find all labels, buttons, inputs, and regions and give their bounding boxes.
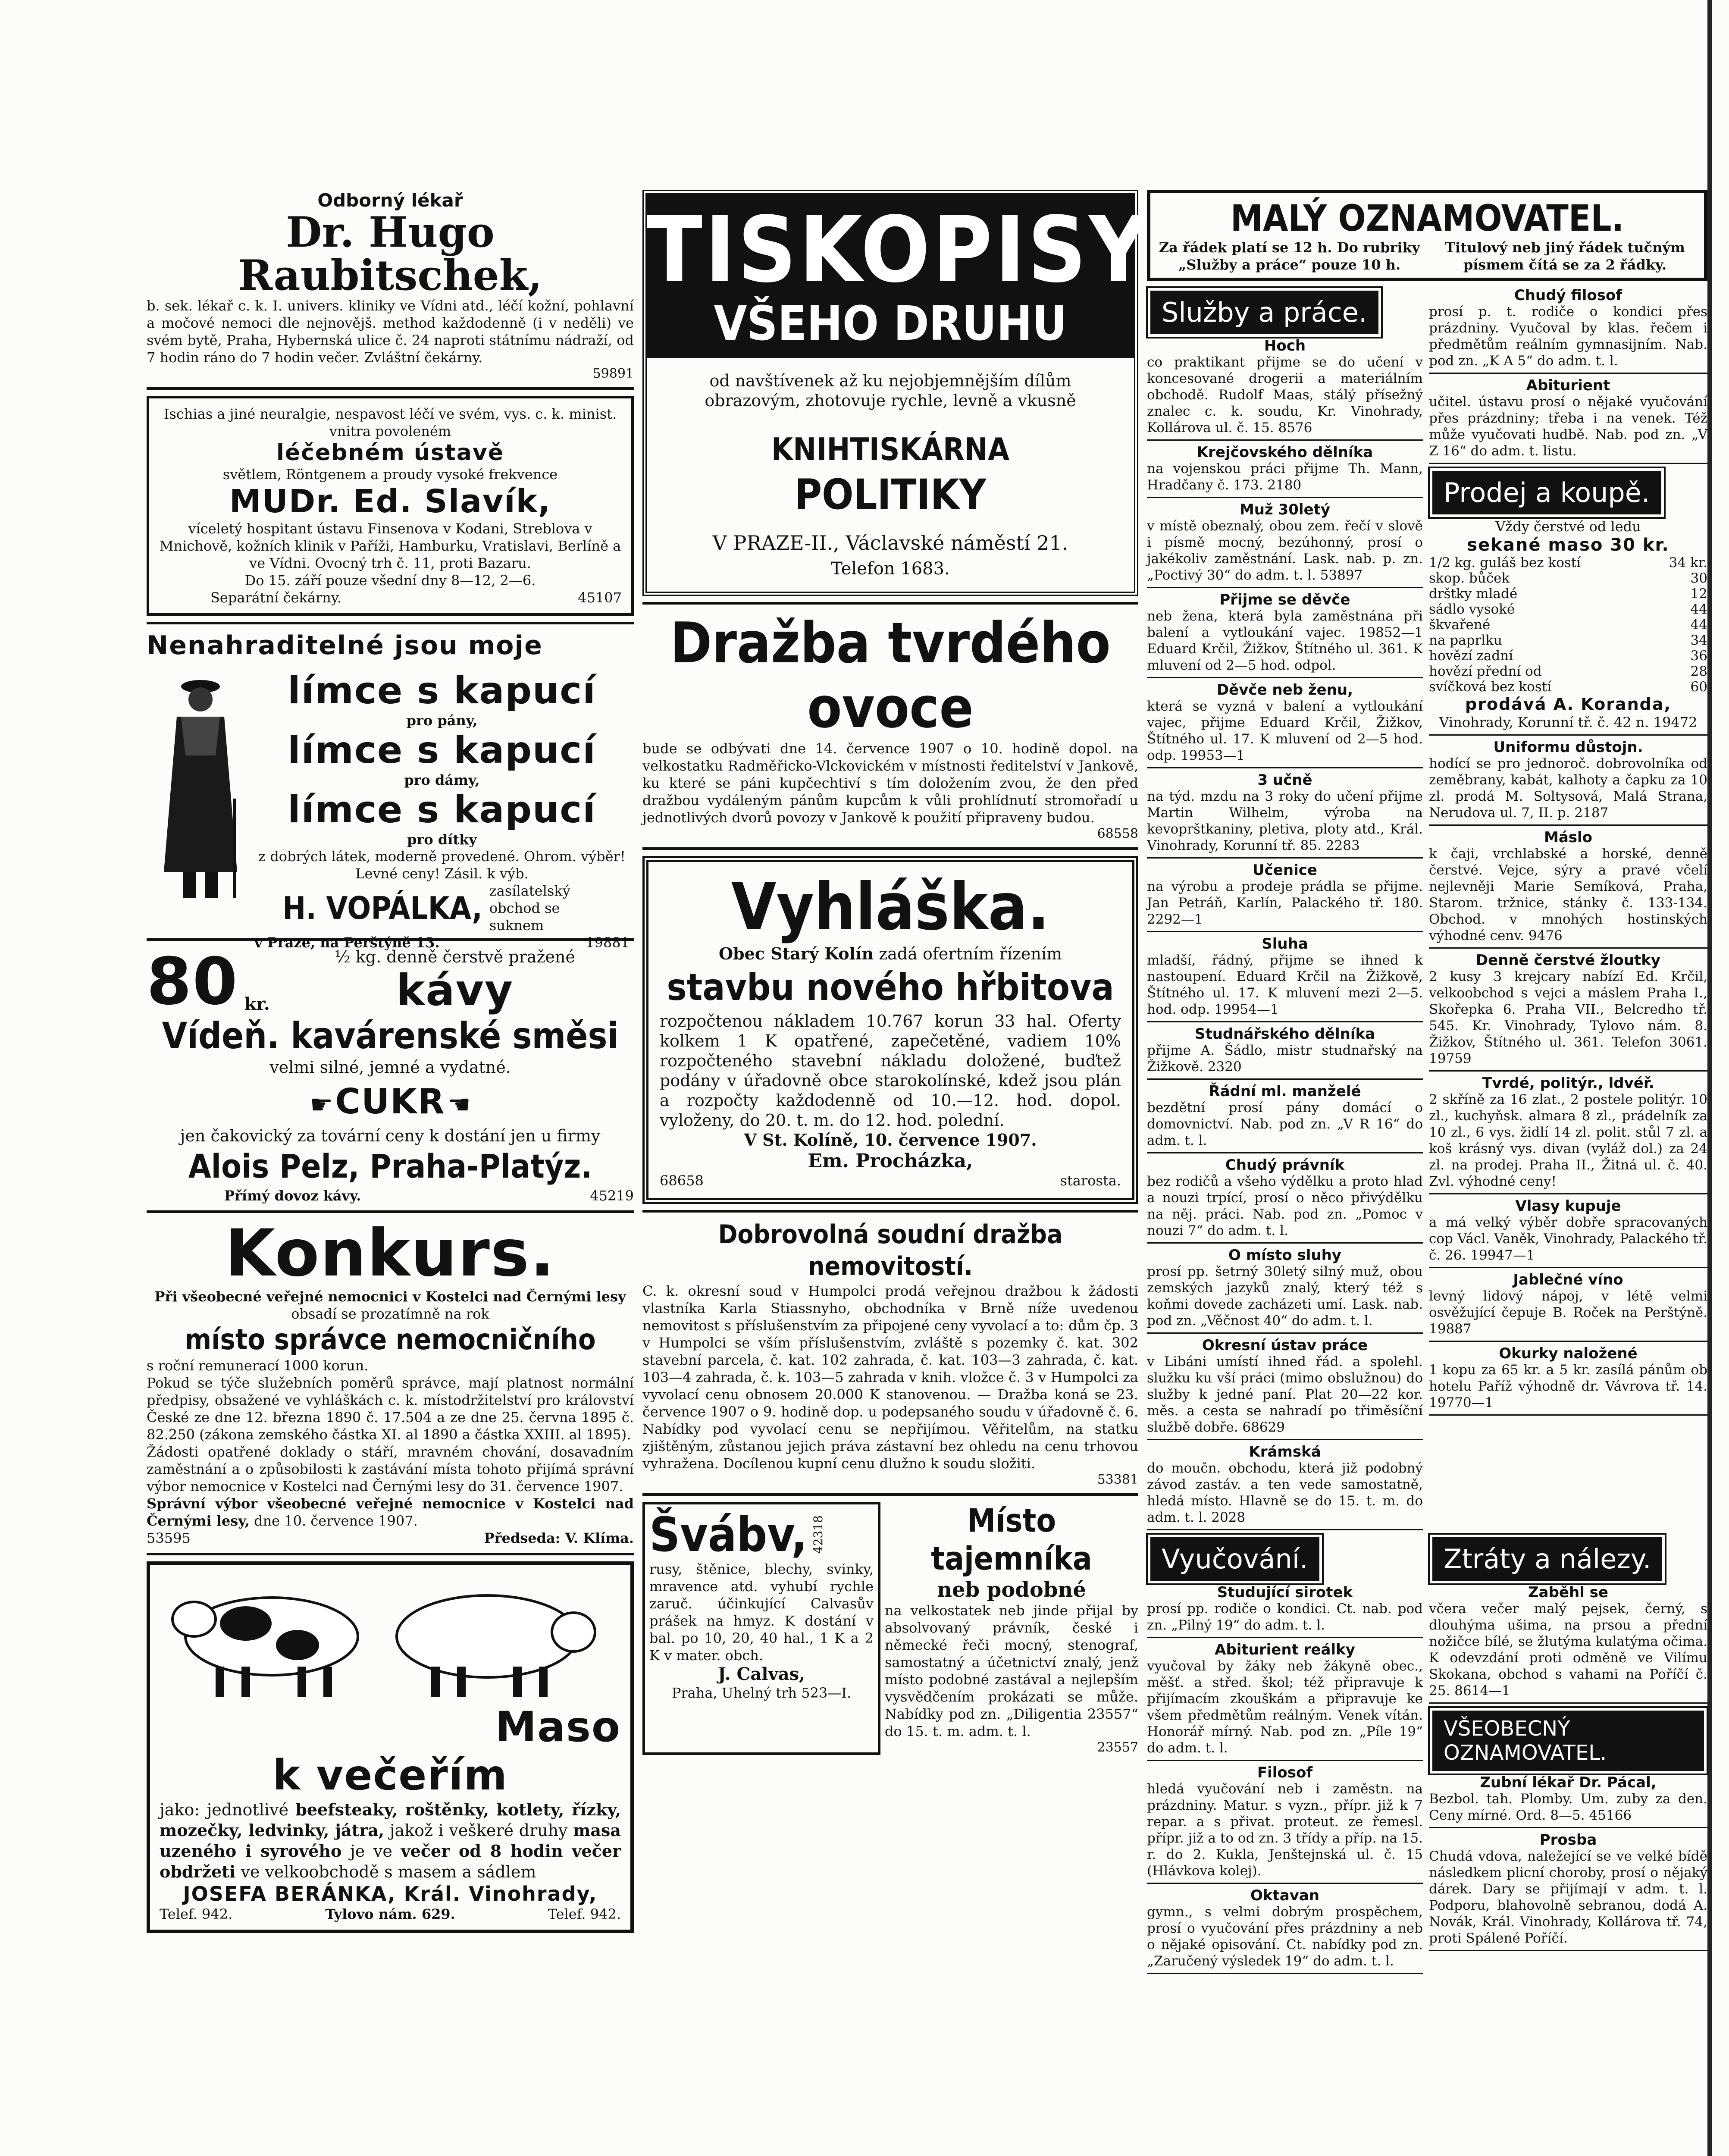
classified-ad-text: která se vyzná v balení a vytloukání vajec, přijme Eduard Krčil, Žižkov, Štítného ul. 17. K mluvení od 2—5 hod. odp. 19953—1 — [1147, 699, 1423, 763]
classified-ad-text: bez rodičů a všeho výdělku a proto hlad a nouzi trpící, prosí o něco přivýdělku na něj. práci. Nab. pod zn. „Pomoc v nouzi 7“ do adm. t. l. — [1147, 1174, 1423, 1238]
divider — [1147, 1760, 1423, 1761]
vyhl-l1b: Obec Starý Kolín — [718, 944, 874, 963]
svaby-ad — [642, 1502, 880, 1755]
drazba-ad — [642, 611, 1138, 841]
divider — [147, 1210, 634, 1213]
divider — [1147, 1439, 1423, 1440]
pelz-direct: Přímý dovoz kávy. — [224, 1188, 361, 1204]
divider — [1147, 1021, 1423, 1022]
divider — [1429, 373, 1707, 374]
classified-ad-text: přijme A. Šádlo, mistr studnařský na Žižkově. 2320 — [1147, 1043, 1423, 1075]
raub-tag: Odborný lékař — [317, 190, 463, 211]
svaby-body: rusy, štěnice, blechy, svinky, mravence atd. vyhubí rychle zaruč. účinkující Calvasův prášek na hmyz. K dostání v bal. po 10, 20, 40 hal., 1 K a 2 K v mater. obch. — [649, 1561, 874, 1664]
vopalka-note: zasílatelský obchod se suknem — [489, 883, 570, 934]
classified-ad — [1147, 1337, 1423, 1435]
vopalka-line1: límce s kapucí — [288, 669, 596, 712]
divider — [1429, 1414, 1707, 1416]
raubitschek-ad — [147, 190, 634, 381]
classified-ad-text: Chudá vdova, naležející se ve velké bídě následkem plicní choroby, prosí o nějaký dárek. Dary se přijímají v adm. t. l. Podporu, blahovolně sebranou, dodá A. Novák, Král. Vinohrady, Kollárova tř. 74, proti Spálené Poříčí. — [1429, 1849, 1707, 1946]
pelz-code: 45219 — [590, 1188, 634, 1204]
vopalka-line3: límce s kapucí — [288, 788, 596, 831]
classified-ad-heading: O místo sluhy — [1228, 1247, 1341, 1264]
price-value: 60 — [1690, 679, 1707, 695]
price-row — [1429, 602, 1707, 617]
classified-ad — [1147, 1247, 1423, 1329]
vyhl-place: V St. Kolíně, 10. července 1907. — [744, 1130, 1037, 1150]
ztraty-header: Ztráty a nálezy. — [1432, 1537, 1662, 1581]
cow-and-pig-illustration — [160, 1572, 617, 1701]
pelz-kr: kr. — [244, 994, 270, 1014]
maso-h2: sekané maso 30 kr. — [1467, 535, 1669, 555]
slavik-sep: Separátní čekárny. — [210, 589, 341, 606]
classified-ad-heading: Krámská — [1249, 1443, 1321, 1460]
classified-ad — [1429, 1345, 1707, 1411]
pelz-ad — [147, 944, 634, 1204]
tajemnik-title: Místo tajemníka — [931, 1502, 1092, 1577]
classified-ad-heading: Chudý filosof — [1514, 287, 1623, 304]
pelz-cukr-text: jen čakovický za tovární ceny k dostání jen u firmy — [180, 1126, 601, 1145]
classified-ad — [1429, 739, 1707, 821]
divider — [642, 602, 1138, 605]
classified-ad-text: v místě obeznalý, obou zem. řečí v slově i písmě mocný, bezúhonný, prosí o jakékoliv zaměstnání. Lask. nab. p. zn. „Poctivý 30“ do adm. t. l. 53897 — [1147, 518, 1423, 583]
price-item: 1/2 kg. guláš bez kostí — [1429, 555, 1581, 570]
tajemnik-ad — [885, 1502, 1138, 1755]
classified-ad-text: prosí pp. rodiče o kondici. Ct. nab. pod zn. „Pilný 19“ do adm. t. l. — [1147, 1601, 1423, 1633]
classified-ad-heading: Tvrdé, politýr., ldvéř. — [1482, 1075, 1654, 1092]
pointing-hand-icon-left: ☛ — [310, 1090, 333, 1120]
maso-b1: beefsteaky, roštěnky, kotlety, řízky, mozečky, ledvinky, játra, — [160, 1800, 621, 1840]
divider — [1429, 1267, 1707, 1268]
column-2 — [642, 190, 1151, 1755]
classified-ad-heading: Okurky naložené — [1499, 1345, 1638, 1362]
raub-code: 59891 — [592, 366, 634, 381]
price-item: hovězí přední od — [1429, 664, 1542, 679]
vyhl-code: 68658 — [660, 1172, 704, 1189]
col3-lower-right — [1429, 1534, 1707, 1977]
maso-rows — [1429, 555, 1707, 695]
divider — [1147, 1973, 1423, 1974]
divider — [1429, 1070, 1707, 1072]
classified-ad-heading: Sluha — [1262, 935, 1308, 953]
konkurs-sign: Správní výbor všeobecné veřejné nemocnice v Kostelci nad Černými lesy, — [147, 1495, 634, 1529]
konkurs-post: místo správce nemocničního — [185, 1323, 596, 1356]
divider — [1429, 463, 1707, 464]
classified-ad — [1147, 501, 1423, 583]
price-item: sádlo vysoké — [1429, 602, 1515, 617]
divider — [1147, 497, 1423, 498]
divider — [147, 1553, 634, 1555]
prodej-ads — [1429, 739, 1707, 1416]
classified-ad-text: 1 kopu za 65 kr. a 5 kr. zasílá pánům ob hotelu Paříž výhodně dr. Vávrova tř. 14. 19770—1 — [1429, 1362, 1707, 1410]
konkurs-chair: Předseda: V. Klíma. — [484, 1530, 634, 1546]
col3-lower-left — [1147, 1534, 1423, 1977]
classified-ad — [1429, 1832, 1707, 1946]
vopalka-code: 19881 — [586, 934, 630, 951]
maso-b3: večer od 8 hodin večer obdržeti — [160, 1841, 621, 1881]
slavik-name: MUDr. Ed. Slavík, — [229, 483, 551, 520]
maso-addr: Tylovo nám. 629. — [325, 1906, 455, 1922]
price-row — [1429, 633, 1707, 648]
maly-oznamovatel-header — [1147, 190, 1707, 281]
price-row — [1429, 679, 1707, 695]
classified-ad-heading: Řádní ml. manželé — [1209, 1083, 1361, 1100]
classified-ad-text: co praktikant přijme se do učení v koncesované drogerii a materiálním obchodě. Rudolf Maas, stálý přísežný znalec c. k. soudu, Kr. Vinohrady, Kollárova ul. č. 15. 8576 — [1147, 354, 1423, 436]
classified-ad — [1147, 444, 1423, 493]
drazba-title: Dražba tvrdého ovoce — [670, 610, 1111, 740]
classified-ad — [1429, 952, 1707, 1067]
tajemnik-sub: neb podobné — [937, 1578, 1086, 1602]
konkurs-body2: Pokud se týče služebních poměrů správce, mají platnost normální předpisy, obsažené ve vyhláškách c. k. místodržitelství pro království České ze dne 12. března 1890 č. 17.504 a ze dne 25. června 1895 č. 82.250 (zákona zemského částka XI. al 1890 a částka XXIII. al 1895). — [147, 1375, 634, 1443]
tiskopisy-ad — [642, 190, 1151, 596]
pointing-hand-icon-right: ☚ — [447, 1090, 471, 1120]
slavik-ustav: léčebném ústavě — [276, 440, 504, 466]
classified-ad-heading: Denně čerstvé žloutky — [1475, 952, 1661, 969]
divider — [147, 622, 634, 624]
price-item: hovězí zadní — [1429, 648, 1513, 664]
maso-pricelist — [1429, 518, 1707, 731]
classified-ad — [1147, 592, 1423, 674]
classified-ad — [1147, 338, 1423, 436]
classified-ad-text: 2 skříně za 16 zlat., 2 postele politýr. 10 zl., kuchyňsk. almara 8 zl., prádelník za 10 zl., 6 vys. židlí 14 zl. polit. stůl 7 zl. a koš krásný vys. divan (vyláž dol.) za 24 zl. na prodej. Praha II., Žitná ul. č. 40. Zvl. výhodné ceny! — [1429, 1092, 1707, 1189]
divider — [1429, 1827, 1707, 1828]
maso-body2: jakož i veškeré druhy — [389, 1821, 568, 1840]
classified-ad-heading: Abiturient — [1526, 377, 1610, 394]
svaby-code: 42318 — [811, 1515, 825, 1554]
classified-ad-heading: Studující sirotek — [1217, 1584, 1353, 1601]
classified-ad-text: na týd. mzdu na 3 roky do učení přijme Martin Wilhelm, výroba na kevoprštkaniny, pletiva, ploty atd., Král. Vinohrady, Korunní tř. 85. 2283 — [1147, 789, 1423, 853]
konkurs-title: Konkurs. — [225, 1216, 556, 1291]
vopalka-name: H. VOPÁLKA, — [282, 890, 482, 926]
divider — [1429, 734, 1707, 736]
divider — [1147, 1332, 1423, 1334]
divider — [642, 847, 1138, 850]
svaby-addr: Praha, Uhelný trh 523—I. — [671, 1685, 852, 1701]
classified-ad-text: neb žena, která byla zaměstnána při balení a vytloukání vajec. 19852—1 Eduard Krčil, Žižkov, Štítného ul. 361. K mluvení od 2—5 hod. odpol. — [1147, 608, 1423, 673]
slavik-hours: Do 15. září pouze všední dny 8—12, 2—6. — [244, 572, 536, 589]
price-value: 34 — [1690, 633, 1707, 648]
dobrovolna-drazba-ad — [642, 1219, 1138, 1487]
konkurs-code: 53595 — [147, 1530, 191, 1546]
classified-ad — [1429, 829, 1707, 944]
man-in-coat-illustration — [151, 669, 250, 911]
classified-ad-text: Bezbol. tah. Plomby. Um. zuby za den. Ceny mírné. Ord. 8—5. 45166 — [1429, 1791, 1707, 1823]
classified-ad-heading: Děvče neb ženu, — [1216, 681, 1353, 699]
divider — [1147, 1242, 1423, 1244]
pelz-quality: velmi silné, jemné a vydatné. — [269, 1058, 511, 1077]
svaby-firm: J. Calvas, — [717, 1664, 805, 1684]
divider — [1147, 677, 1423, 678]
drazba-body: bude se odbývati dne 14. července 1907 o 10. hodině dopol. na velkostatku Radměřicko-Vlckovickém v místnosti ředitelství v Jankově, ku které se páni kupčechtiví s tím doložením zvou, že den před dražbou vydáleným pánům kupcům k vůli prohlídnutí stromořadí u jednotlivých dvorů povozy v Jankově k použití připraveny budou. — [642, 740, 1138, 826]
classified-ad-heading: Okresní ústav práce — [1202, 1337, 1368, 1354]
classified-ad — [1429, 377, 1707, 459]
classified-ad-heading: Máslo — [1544, 829, 1593, 846]
maso-b2: masa uzeného i syrového — [160, 1821, 621, 1861]
divider — [1147, 767, 1423, 768]
svaby-tajemnik-row — [642, 1502, 1138, 1755]
price-item: na paprlku — [1429, 633, 1502, 648]
maso-sub: k večeřím — [273, 1751, 508, 1799]
vopalka-body: z dobrých látek, moderně provedené. Ohrom. výběr! Levné ceny! Zásil. k výb. — [258, 848, 626, 882]
maly-title: MALÝ OZNAMOVATEL. — [1230, 197, 1624, 239]
classified-ad — [1429, 1584, 1707, 1699]
price-item: skop. bůček — [1429, 570, 1510, 586]
classified-ad-heading: Muž 30letý — [1239, 501, 1331, 518]
tisk-body: od navštívenek až ku nejobjemnějším dílům obrazovým, zhotovuje rychle, levně a vkusně — [705, 371, 1076, 410]
classified-ad — [1429, 1272, 1707, 1337]
classified-ad-text: do moučn. obchodu, která již podobný závod zastáv. a ten vede samostatně, hledá místo. Hlavně se do 15. t. m. do adm. t. l. 2028 — [1147, 1460, 1423, 1525]
vyhl-role: starosta. — [1060, 1172, 1121, 1189]
classified-ad-text: gymn., s velmi dobrým prospěchem, prosí o vyučování přes prázdniny a neb o nějaké opisování. Ct. nabídky pod zn. „Zaručený výsledek 19“ do adm. t. l. — [1147, 1904, 1423, 1969]
classified-ad — [1147, 936, 1423, 1018]
classified-ad — [1147, 1584, 1423, 1633]
classified-ad-heading: Studnářského dělníka — [1194, 1025, 1375, 1043]
vyhl-body: rozpočtenou nákladem 10.767 korun 33 hal. Oferty kolkem 1 K opatřené, zapečetěné, vadiem 10% rozpočteného stavební nákladu doložené, buďtež podány v úřadovně obce starokolínské, kdež jsou plán a rozpočty každodenně od 10.—12. hod. dopol. vyloženy, do 20. t. m. do 12. hod. polední. — [660, 1012, 1121, 1130]
vopalka-line2: límce s kapucí — [288, 729, 596, 772]
tisk-sub: VŠEHO DRUHU — [714, 296, 1067, 351]
price-value: 12 — [1690, 586, 1707, 602]
dobro-title: Dobrovolná soudní dražba nemovitostí. — [718, 1219, 1063, 1282]
divider — [1429, 947, 1707, 949]
price-row — [1429, 586, 1707, 602]
raub-name: Dr. Hugo Raubitschek, — [238, 208, 542, 300]
divider — [1147, 1883, 1423, 1884]
classified-ad — [1429, 1198, 1707, 1263]
filosof-ads — [1429, 287, 1707, 464]
classified-ad-heading: Uniformu důstojn. — [1493, 739, 1643, 756]
classified-ad — [1429, 1075, 1707, 1190]
slavik-code: 45107 — [578, 589, 622, 606]
divider — [642, 1493, 1138, 1496]
classified-ad-text: učitel. ústavu prosí o nějaké vyučování přes prázdniny; třeba i na venek. Též může vyučovati hudbě. Nab. pod zn. „V Z 16“ do adm. t. listu. — [1429, 394, 1707, 459]
price-value: 44 — [1690, 617, 1707, 633]
vyucovani-ads — [1147, 1584, 1423, 1974]
classified-ad-heading: Přijme se děvče — [1219, 591, 1350, 608]
divider — [1429, 1950, 1707, 1951]
price-value: 36 — [1690, 648, 1707, 664]
price-value: 30 — [1690, 570, 1707, 586]
classified-ad-heading: Filosof — [1257, 1764, 1313, 1781]
vopalka-ad — [147, 630, 634, 951]
divider — [1147, 1637, 1423, 1638]
dobro-code: 53381 — [1097, 1472, 1138, 1487]
raub-body: b. sek. lékař c. k. I. univers. kliniky ve Vídni atd., léčí kožní, pohlavní a močové nemoci dle nejnovějš. method každodenně (i v neděli) ve svém bytě, Praha, Hybernská ulice č. 24 naproti státnímu nádraží, od 7 hodin ráno do 7 hodin večer. Zvláštní čekárny. — [147, 298, 634, 366]
classified-ad — [1147, 862, 1423, 928]
classified-ad-text: a má velký výběr dobře spracovaných cop Václ. Vaněk, Vinohrady, Palackého tř. č. 26. 19947—1 — [1429, 1215, 1707, 1263]
divider — [1429, 1702, 1707, 1704]
price-value: 44 — [1690, 602, 1707, 617]
divider — [1147, 857, 1423, 859]
price-value: 34 kr. — [1669, 555, 1707, 570]
classified-ad-heading: Vlasy kupuje — [1515, 1197, 1621, 1215]
maso-price-firm: prodává A. Koranda, — [1465, 695, 1671, 714]
slavik-methods: světlem, Röntgenem a proudy vysoké frekvence — [222, 466, 558, 483]
vyhlaska-ad — [642, 856, 1138, 1204]
price-row — [1429, 617, 1707, 633]
maso-body1: jako: jednotlivé — [160, 1800, 288, 1819]
sluzby-ads — [1147, 338, 1423, 1530]
vyucovani-header: Vyučování. — [1150, 1537, 1319, 1581]
maso-body3: je ve — [350, 1842, 392, 1861]
maso-firm: JOSEFA BERÁNKA, Král. Vinohrady, — [183, 1882, 598, 1905]
column-3 — [1147, 190, 1707, 1977]
classified-ad-text: hodící se pro jednoroč. dobrovolníka od zeměbrany, kabát, kalhoty a čapku za 10 zl. prodá M. Soltysová, Malá Strana, Nerudova ul. 7, II. p. 2187 — [1429, 756, 1707, 821]
price-row — [1429, 664, 1707, 679]
classified-ad-heading: Oktavan — [1250, 1887, 1320, 1904]
maly-left: Za řádek platí se 12 h. Do rubriky „Služby a práce“ pouze 10 h. — [1159, 239, 1420, 273]
konkurs-intro-bold: Při všeobecné veřejné nemocnici v Kostelci nad Černými lesy — [154, 1288, 626, 1305]
divider — [642, 1210, 1138, 1213]
vopalka-for1: pro pány, — [406, 712, 478, 729]
pelz-firm: Alois Pelz, Praha-Platýz. — [188, 1147, 592, 1185]
col3-left — [1147, 287, 1423, 1534]
maly-right: Titulový neb jiný řádek tučným písmem čítá se za 2 řádky. — [1445, 239, 1685, 273]
classified-ad-text: hledá vyučování neb i zaměstn. na prázdniny. Matur. s vyzn., přípr. již k 7 repar. a s přivat. proteut. ze řemesl. přípr. již a to od zn. 3 třídy a příp. na 15. r. do 2. Kukla, Jenštejnská ul. č. 15 (Hlávkova kolej). — [1147, 1781, 1423, 1879]
classified-ad — [1147, 1642, 1423, 1756]
tajemnik-body: na velkostatek neb jinde přijal by absolvovaný právník, české i německé řeči mocný, stenograf, samostatný a účetnictví znalý, jenž místo podobné zastával a nejlepším vysvědčením prokázati se může. Nabídky pod zn. „Diligentia 23557“ do 15. t. m. adm. t. l. — [885, 1602, 1138, 1739]
ztraty-ads — [1429, 1584, 1707, 1704]
maso-ad — [147, 1561, 634, 1933]
classified-ad-heading: Zubní lékař Dr. Pácal, — [1480, 1774, 1657, 1791]
konkurs-body3: Žádosti opatřené doklady o stáří, mravném chování, dosavadním zaměstnání a o způsobilosti k zastávání místa tohoto přijímá správní výbor nemocnice v Kostelci nad Černými lesy do 31. července 1907. — [147, 1444, 634, 1495]
classified-ad-text: prosí p. t. rodiče o kondici přes prázdniny. Vyučoval by klas. řečem i předmětům reálním gymnasijním. Nab. pod zn. „K A 5“ do adm. t. l. — [1429, 304, 1707, 369]
drazba-code: 68558 — [1097, 826, 1138, 841]
page-edge-shadow — [1707, 0, 1712, 2156]
maso-tel2: Telef. 942. — [548, 1906, 621, 1922]
vyhl-title: Vyhláška. — [731, 870, 1050, 945]
vyhl-l1: zadá ofertním řízením — [879, 944, 1062, 963]
maso-tel1: Telef. 942. — [160, 1906, 233, 1922]
pelz-videnska: Vídeň. kavárenské směsi — [162, 1015, 619, 1057]
classified-ad-text: 2 kusy 3 krejcary nabízí Ed. Krčil, velkoobchod s vejci a máslem Praha I., Skořepka 6. Praha VII., Belcredho tř. 545. Kr. Vinohrady, Tylovo nám. 8. Žižkov, Štítného ul. 361. Telefon 3061. 19759 — [1429, 969, 1707, 1066]
classified-ad-text: vyučoval by žáky neb žákyně obec., měšť. a střed. škol; též připravuje k přijímacím zkouškám a připravuje ke všem předmětům reálným. Venek vítán. Honorář mírný. Nab. pod zn. „Píle 19“ do adm. t. l. — [1147, 1658, 1423, 1756]
slavik-body: víceletý hospitant ústavu Finsenova v Kodani, Streblova v Mnichově, kožních klinik v Paříži, Hamburku, Vratislavi, Berlíně a ve Vídni. Ovocný trh č. 11, proti Bazaru. — [159, 520, 621, 571]
vopalka-headline: Nenahraditelné jsou moje — [147, 630, 543, 661]
tisk-title: TISKOPISY — [647, 197, 1151, 303]
col3-grid-lower — [1147, 1534, 1707, 1977]
price-row — [1429, 648, 1707, 664]
pelz-cukr: CUKR — [335, 1081, 445, 1122]
prodej-header: Prodej a koupě. — [1432, 471, 1661, 514]
maso-body4: ve velkoobchodě s masem a sádlem — [241, 1862, 536, 1881]
classified-ad — [1147, 1764, 1423, 1879]
divider — [1429, 1193, 1707, 1194]
classified-ad-heading: Krejčovského dělníka — [1197, 444, 1373, 461]
price-item: drštky mladé — [1429, 586, 1518, 602]
divider — [1147, 931, 1423, 932]
classified-ad-heading: Učenice — [1253, 862, 1317, 879]
vseobecny-ads — [1429, 1774, 1707, 1951]
price-value: 28 — [1690, 664, 1707, 679]
divider — [1147, 587, 1423, 588]
divider — [1429, 824, 1707, 826]
divider — [1147, 1529, 1423, 1530]
classified-ad — [1147, 1026, 1423, 1075]
classified-ad-text: prosí pp. šetrný 30letý silný muž, obou zemských jazyků znalý, který též s koňmi dovede zacházeti umí. Lask. nab. pod zn. „Věčnost 40“ do adm. t. l. — [1147, 1264, 1423, 1329]
classified-ad-heading: 3 učně — [1257, 771, 1312, 789]
price-row — [1429, 570, 1707, 586]
classified-ad — [1429, 287, 1707, 369]
divider — [1147, 1152, 1423, 1153]
tisk-k2: POLITIKY — [794, 470, 987, 519]
tisk-k1: KNIHTISKÁRNA — [771, 431, 1010, 467]
divider — [147, 387, 634, 390]
pelz-top: ½ kg. denně čerstvě pražené — [334, 947, 575, 966]
tisk-addr: V PRAZE-II., Václavské náměstí 21. — [712, 531, 1068, 555]
price-item: svíčková bez kostí — [1429, 679, 1552, 695]
maso-price-addr: Vinohrady, Korunní tř. č. 42 n. 19472 — [1439, 714, 1698, 730]
classified-ad — [1147, 682, 1423, 764]
konkurs-sign-date: dne 10. července 1907. — [254, 1513, 418, 1529]
classified-ad-heading: Hoch — [1264, 337, 1306, 354]
classified-ad-text: mladší, řádný, přijme se ihned k nastoupení. Eduard Krčil na Žižkově, Štítného ul. 17. K mluvení mezi 2—5. hod. odp. 19954—1 — [1147, 953, 1423, 1017]
price-item: škvařené — [1429, 617, 1491, 633]
vopalka-for3: pro dítky — [407, 831, 477, 848]
vyhl-l2: stavbu nového hřbitova — [667, 966, 1114, 1009]
dobro-body: C. k. okresní soud v Humpolci prodá veřejnou dražbou k žádosti vlastníka Karla Stiassnyho, obchodníka v Brně níže uvedenou nemovitost s příslušenstvím za připojené ceny vyvolací a to: dům čp. 3 v Humpolci se vším příslušenstvím, zvláště s pozemky č. kat. 302 stavební parcela, č. kat. 102 zahrada, č. kat. 103—3 zahrada, č. kat. 103—4 zahrada, č. k. 103—5 zahrada v knih. vložce č. 3 v Humpolci za vyvolací cenu obnosem 20.000 K stanovenou. — Dražba koná se 23. července 1907 o 9. hodině dop. u podepsaného soudu v úřadovně č. 6. Nabídky pod vyvolací cenu se nepřijímou. Věřitelům, na statku zjištěným, zůstanou jejich práva zástavní bez ohledu na cenu trhovou vyhražena. Docílenou kupní cenu dlužno k soudu složiti. — [642, 1283, 1138, 1472]
column-1 — [147, 190, 634, 1933]
classified-ad-heading: Jablečné víno — [1513, 1271, 1623, 1288]
konkurs-ad — [147, 1216, 634, 1547]
vyhl-name: Em. Procházka, — [808, 1150, 973, 1172]
classified-ad-text: na vojenskou práci přijme Th. Mann, Hradčany č. 173. 2180 — [1147, 461, 1423, 493]
classified-ad — [1147, 772, 1423, 854]
classified-ad-text: na výrobu a prodeje prádla se přijme. Jan Petráň, Karlín, Palackého tř. 180. 2292—1 — [1147, 879, 1423, 927]
sluzby-header: Služby a práce. — [1150, 291, 1378, 334]
classified-ad-text: v Libáni umístí ihned řád. a spolehl. služku ku vší práci (mimo obslužnou) do služby k jedné paní. Plat 20—22 kor. měs. a cesta se nahradí po třiměsíční službě dobře. 68629 — [1147, 1354, 1423, 1435]
divider — [1147, 1078, 1423, 1080]
konkurs-body1: s roční remunerací 1000 korun. — [147, 1357, 369, 1374]
slavik-ad — [147, 396, 634, 616]
divider — [1147, 439, 1423, 441]
svaby-title: Švábv, — [649, 1507, 808, 1562]
maso-h: Vždy čerstvé od ledu — [1495, 518, 1641, 535]
tisk-tel: Telefon 1683. — [831, 559, 950, 579]
classified-ad — [1147, 1083, 1423, 1149]
col3-right — [1429, 287, 1707, 1534]
classified-ad-text: levný lidový nápoj, v létě velmi osvěžující čepuje B. Roček na Perštýně. 19887 — [1429, 1288, 1707, 1337]
konkurs-intro: obsadí se prozatímně na rok — [291, 1306, 489, 1322]
classified-ad-text: včera večer malý pejsek, černý, s dlouhýma ušima, na prsou a přední nožičce bílé, se žlutýma kulatýma očima. K odevzdání proti odměně ve Vilímu Skokana, obchod s vahami na Poříčí č. 25. 8614—1 — [1429, 1601, 1707, 1698]
classified-ad — [1147, 1444, 1423, 1526]
col3-grid — [1147, 287, 1707, 1534]
classified-ad — [1147, 1157, 1423, 1239]
classified-ad-heading: Chudý právník — [1225, 1156, 1345, 1174]
vopalka-for2: pro dámy, — [404, 772, 480, 788]
divider — [1429, 1341, 1707, 1342]
maso-title: Maso — [495, 1703, 621, 1751]
classified-ad-heading: Zaběhl se — [1528, 1584, 1608, 1601]
classified-ad-text: bezdětní prosí pány domácí o domovnictví. Nab. pod zn. „V R 16“ do adm. t. l. — [1147, 1100, 1423, 1148]
vopalka-addr: v Praze, na Perštýně 13. — [254, 934, 440, 951]
pelz-kavy: kávy — [396, 965, 514, 1015]
classified-ad-heading: Prosba — [1539, 1831, 1597, 1849]
slavik-intro: Ischias a jiné neuralgie, nespavost léčí ve svém, vys. c. k. minist. vnitra povoleném — [163, 406, 617, 439]
price-row — [1429, 555, 1707, 570]
classified-ad — [1429, 1774, 1707, 1824]
pelz-big: 80 — [147, 944, 238, 1019]
classified-ad-heading: Abiturient reálky — [1215, 1641, 1355, 1658]
vseobecny-header: VŠEOBECNÝ OZNAMOVATEL. — [1432, 1711, 1704, 1771]
classified-ad — [1147, 1887, 1423, 1969]
tajemnik-code: 23557 — [1097, 1740, 1138, 1755]
classified-ad-text: k čaji, vrchlabské a horské, denně čerstvé. Vejce, sýry a pravé včelí nejlevněji Marie Semíková, Praha, Starom. tržnice, stánky č. 133-134. Obchod. v mnohých hostinských výhodné cenv. 9476 — [1429, 846, 1707, 943]
